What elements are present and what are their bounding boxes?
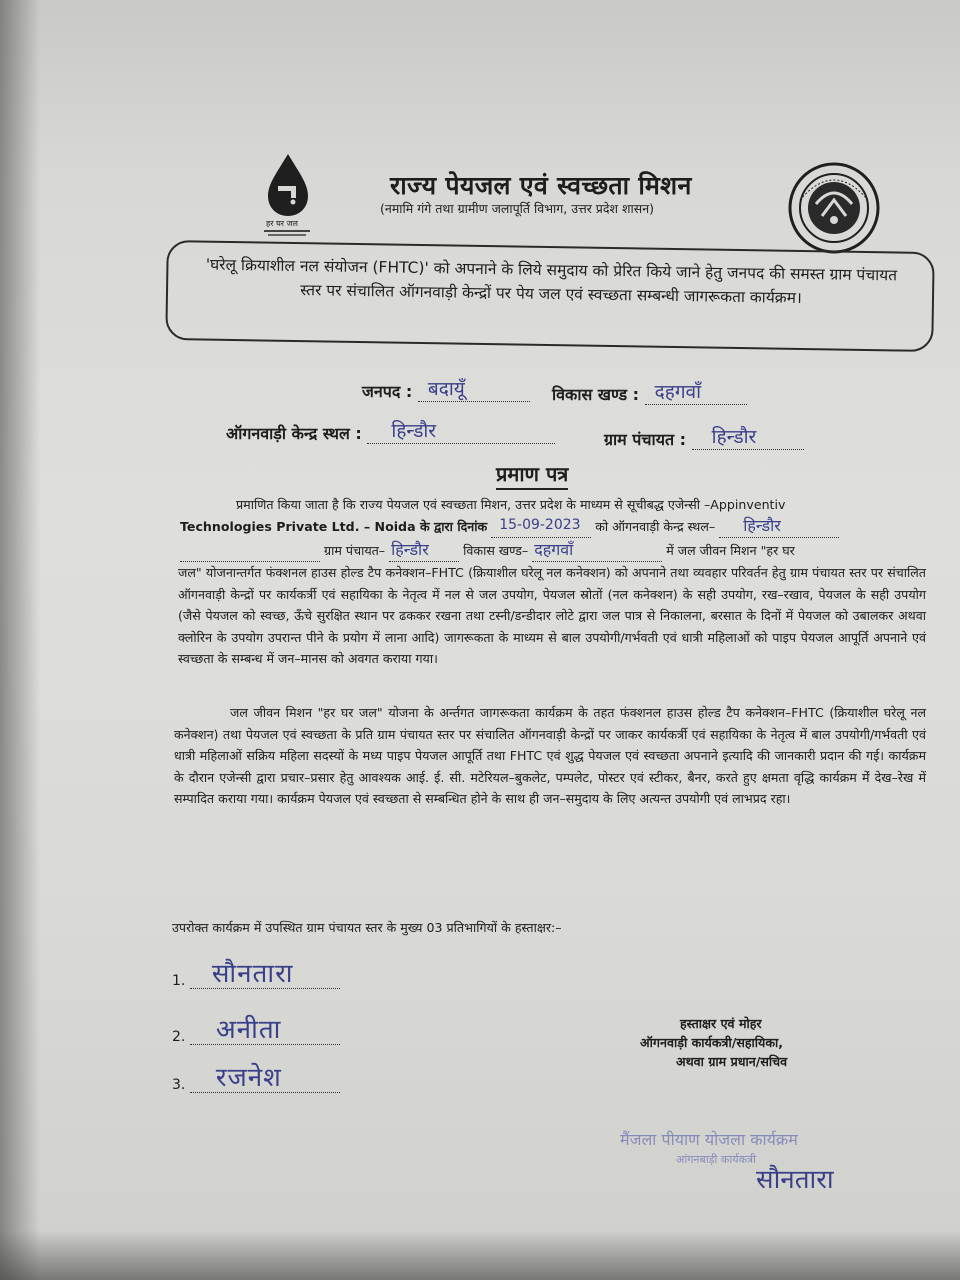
para1-body: जल" योजनान्तर्गत फंक्शनल हाउस होल्ड टैप कनेक्शन–FHTC (क्रियाशील घरेलू नल कनेक्शन) को अपनाने तथा व्यवहार परिवर्तन हेतु ग्राम पंचायत स्तर पर संचालित ऑगनवाड़ी केन्द्रों पर कार्यकर्त्री एवं सहायिका के नेतृत्व में नल से जल उपयोग, पेयजल स्रोतों (नल कनेक्शन) के सही उपयोग, रख–रखाव, पेयजल के सही उपयोग (जैसे पेयजल को स्वच्छ, ऊँचे सुरक्षित स्थान पर ढककर रखना तथा टस्नी/डन्डीदार लोटे द्वारा जल पात्र से निकालना, बरसात के दिनों में पेयजल को उबालकर अथवा क्लोरिन के उपयोग उपरान्त पीने के प्रयोग में लाना आदि) जागरूकता के माध्यम से बाल उपयोगी/गर्भवती एवं धात्री महिलाओं को पाइप पेयजल आपूर्ति अपनाने एवं स्वच्छता के सम्बन्ध में जन–मानस को अवगत कराया गया। xyxy=(178,565,926,666)
signature-row-3 xyxy=(172,1063,340,1093)
signature-row-1 xyxy=(172,959,340,989)
gram-panchayat-field xyxy=(604,428,804,450)
water-drop-logo-icon xyxy=(258,150,328,240)
vikas-khand-field xyxy=(552,383,747,405)
signature-row-2 xyxy=(172,1015,340,1045)
signature-3-num: 3. xyxy=(172,1077,186,1093)
signature-2-line xyxy=(190,1015,340,1045)
janpad-label: जनपद : xyxy=(362,382,413,401)
signature-1-line xyxy=(190,959,340,989)
para1-line3-a: ग्राम पंचायत– xyxy=(324,543,386,558)
signature-1-name: सौनतारा xyxy=(211,959,294,989)
authority-line1: हस्ताक्षर एवं मोहर xyxy=(680,1016,762,1031)
vk-line xyxy=(532,540,662,562)
anganwadi-value-line xyxy=(367,420,555,444)
janpad-field xyxy=(362,380,530,402)
signature-2-num: 2. xyxy=(172,1029,186,1045)
gram-panchayat-value: हिन्डौर xyxy=(711,426,757,448)
vikas-khand-value: दहगवाँ xyxy=(654,381,702,403)
gp-value: हिन्डौर xyxy=(391,540,429,559)
para2-body: जल जीवन मिशन "हर घर जल" योजना के अर्न्तगत जागरूकता कार्यक्रम के तहत फंक्शनल हाउस होल्ड टैप कनेक्शन–FHTC (क्रियाशील घरेलू नल कनेक्शन) तथा पेयजल एवं स्वच्छता के प्रति ग्राम पंचायत स्तर पर संचालित ऑगनवाड़ी केन्द्रों पर जाकर कार्यकर्त्री एवं सहायिका के नेतृत्व में बाल उपयोगी/गर्भवती एवं धात्री महिलाओं सक्रिय महिला सदस्यों के मध्य पाइप पेयजल आपूर्ति तथा FHTC एवं शुद्ध पेयजल एवं स्वच्छता अपनाने इत्यादि की जानकारी प्रदान की गई। कार्यक्रम के दौरान एजेन्सी द्वारा प्रचार–प्रसार हेतु आवश्यक आई. ई. सी. मटेरियल–बुकलेट, पम्पलेट, पोस्टर एवं स्टीकर, बैनर, करते हुए क्षमता वृद्धि कार्यक्रम मेंं देख–रेख में सम्पादित कराया गया। कार्यक्रम पेयजल एवं स्वच्छता से सम्बन्धित होने के साथ ही जन–समुदाय के लिए अत्यन्त उपयोगी एवं लाभप्रद रहा। xyxy=(174,705,926,806)
anganwadi-field xyxy=(226,422,555,444)
anganwadi-value: हिन्डौर xyxy=(391,420,437,442)
gram-panchayat-value-line xyxy=(692,426,804,450)
para1-line2 xyxy=(180,516,924,538)
janpad-value-line xyxy=(418,378,530,402)
para1-line2-a: Technologies Private Ltd. – Noida के द्वारा दिनांक xyxy=(180,519,488,534)
para1-line3-blank xyxy=(180,547,320,562)
page-shadow-bottom xyxy=(0,1230,960,1280)
signature-1-num: 1. xyxy=(172,973,186,989)
anganwadi-label: ऑगनवाड़ी केन्द्र स्थल : xyxy=(226,424,362,443)
vikas-khand-value-line xyxy=(645,381,747,405)
gram-panchayat-label: ग्राम पंचायत : xyxy=(604,430,687,449)
org-title: राज्य पेयजल एवं स्वच्छता मिशन xyxy=(390,171,692,200)
signature-3-name: रजनेश xyxy=(215,1063,282,1093)
signature-2-name: अनीता xyxy=(215,1015,282,1045)
site-value: हिन्डौर xyxy=(743,516,781,535)
authority-line3: अथवा ग्राम प्रधान/सचिव xyxy=(676,1054,788,1069)
logo-left-text: हर घर जल xyxy=(266,219,298,228)
para1-line3-b: विकास खण्ड– xyxy=(463,543,529,558)
org-subtitle: (नमामि गंगे तथा ग्रामीण जलापूर्ति विभाग, उत्तर प्रदेश शासन) xyxy=(380,201,655,216)
signature-intro: उपरोक्त कार्यक्रम में उपस्थित ग्राम पंचायत स्तर के मुख्य 03 प्रतिभागियों के हस्ताक्षर:– xyxy=(172,920,562,935)
stamp-signature: सौनतारा xyxy=(756,1165,834,1195)
para1-line3-c: में जल जीवन मिशन "हर घर xyxy=(666,543,795,558)
vikas-khand-label: विकास खण्ड : xyxy=(552,385,640,404)
state-emblem-icon xyxy=(786,160,882,256)
janpad-value: बदायूँ xyxy=(427,378,465,400)
official-stamp xyxy=(620,1128,900,1212)
certificate-title: प्रमाण पत्र xyxy=(496,460,568,490)
gp-line xyxy=(389,540,459,562)
vk-value: दहगवाँ xyxy=(534,540,574,559)
date-value: 15-09-2023 xyxy=(499,517,581,533)
signature-3-line xyxy=(190,1063,340,1093)
page-shadow-left xyxy=(0,0,40,1280)
notice-text: 'घरेलू क्रियाशील नल संयोजन (FHTC)' को अपनाने के लिये समुदाय को प्रेरित किये जाने हेतु जनपद की समस्त ग्राम पंचायत स्तर पर संचालित ऑगनवाड़ी केन्द्रों पर पेय जल एवं स्वच्छता सम्बन्धी जागरूकता कार्यक्रम। xyxy=(205,255,898,307)
para1-line3 xyxy=(180,540,926,562)
stamp-line1: मैंजला पीयाण योजला कार्यक्रम xyxy=(620,1130,798,1149)
stamp-line2: आंगनबाड़ी कार्यकत्री xyxy=(676,1153,756,1166)
para1-line1: प्रमाणित किया जाता है कि राज्य पेयजल एवं स्वच्छता मिशन, उत्तर प्रदेश के माध्यम से सूचीबद्ध एजेन्सी –Appinventiv xyxy=(236,497,786,512)
notice-box xyxy=(165,240,934,352)
authority-line2: ऑगनवाड़ी कार्यकत्री/सहायिका, xyxy=(640,1035,784,1050)
site-line xyxy=(719,516,839,538)
date-line xyxy=(491,517,591,538)
para1-line2-b: को ऑगनवाड़ी केन्द्र स्थल– xyxy=(595,519,716,534)
